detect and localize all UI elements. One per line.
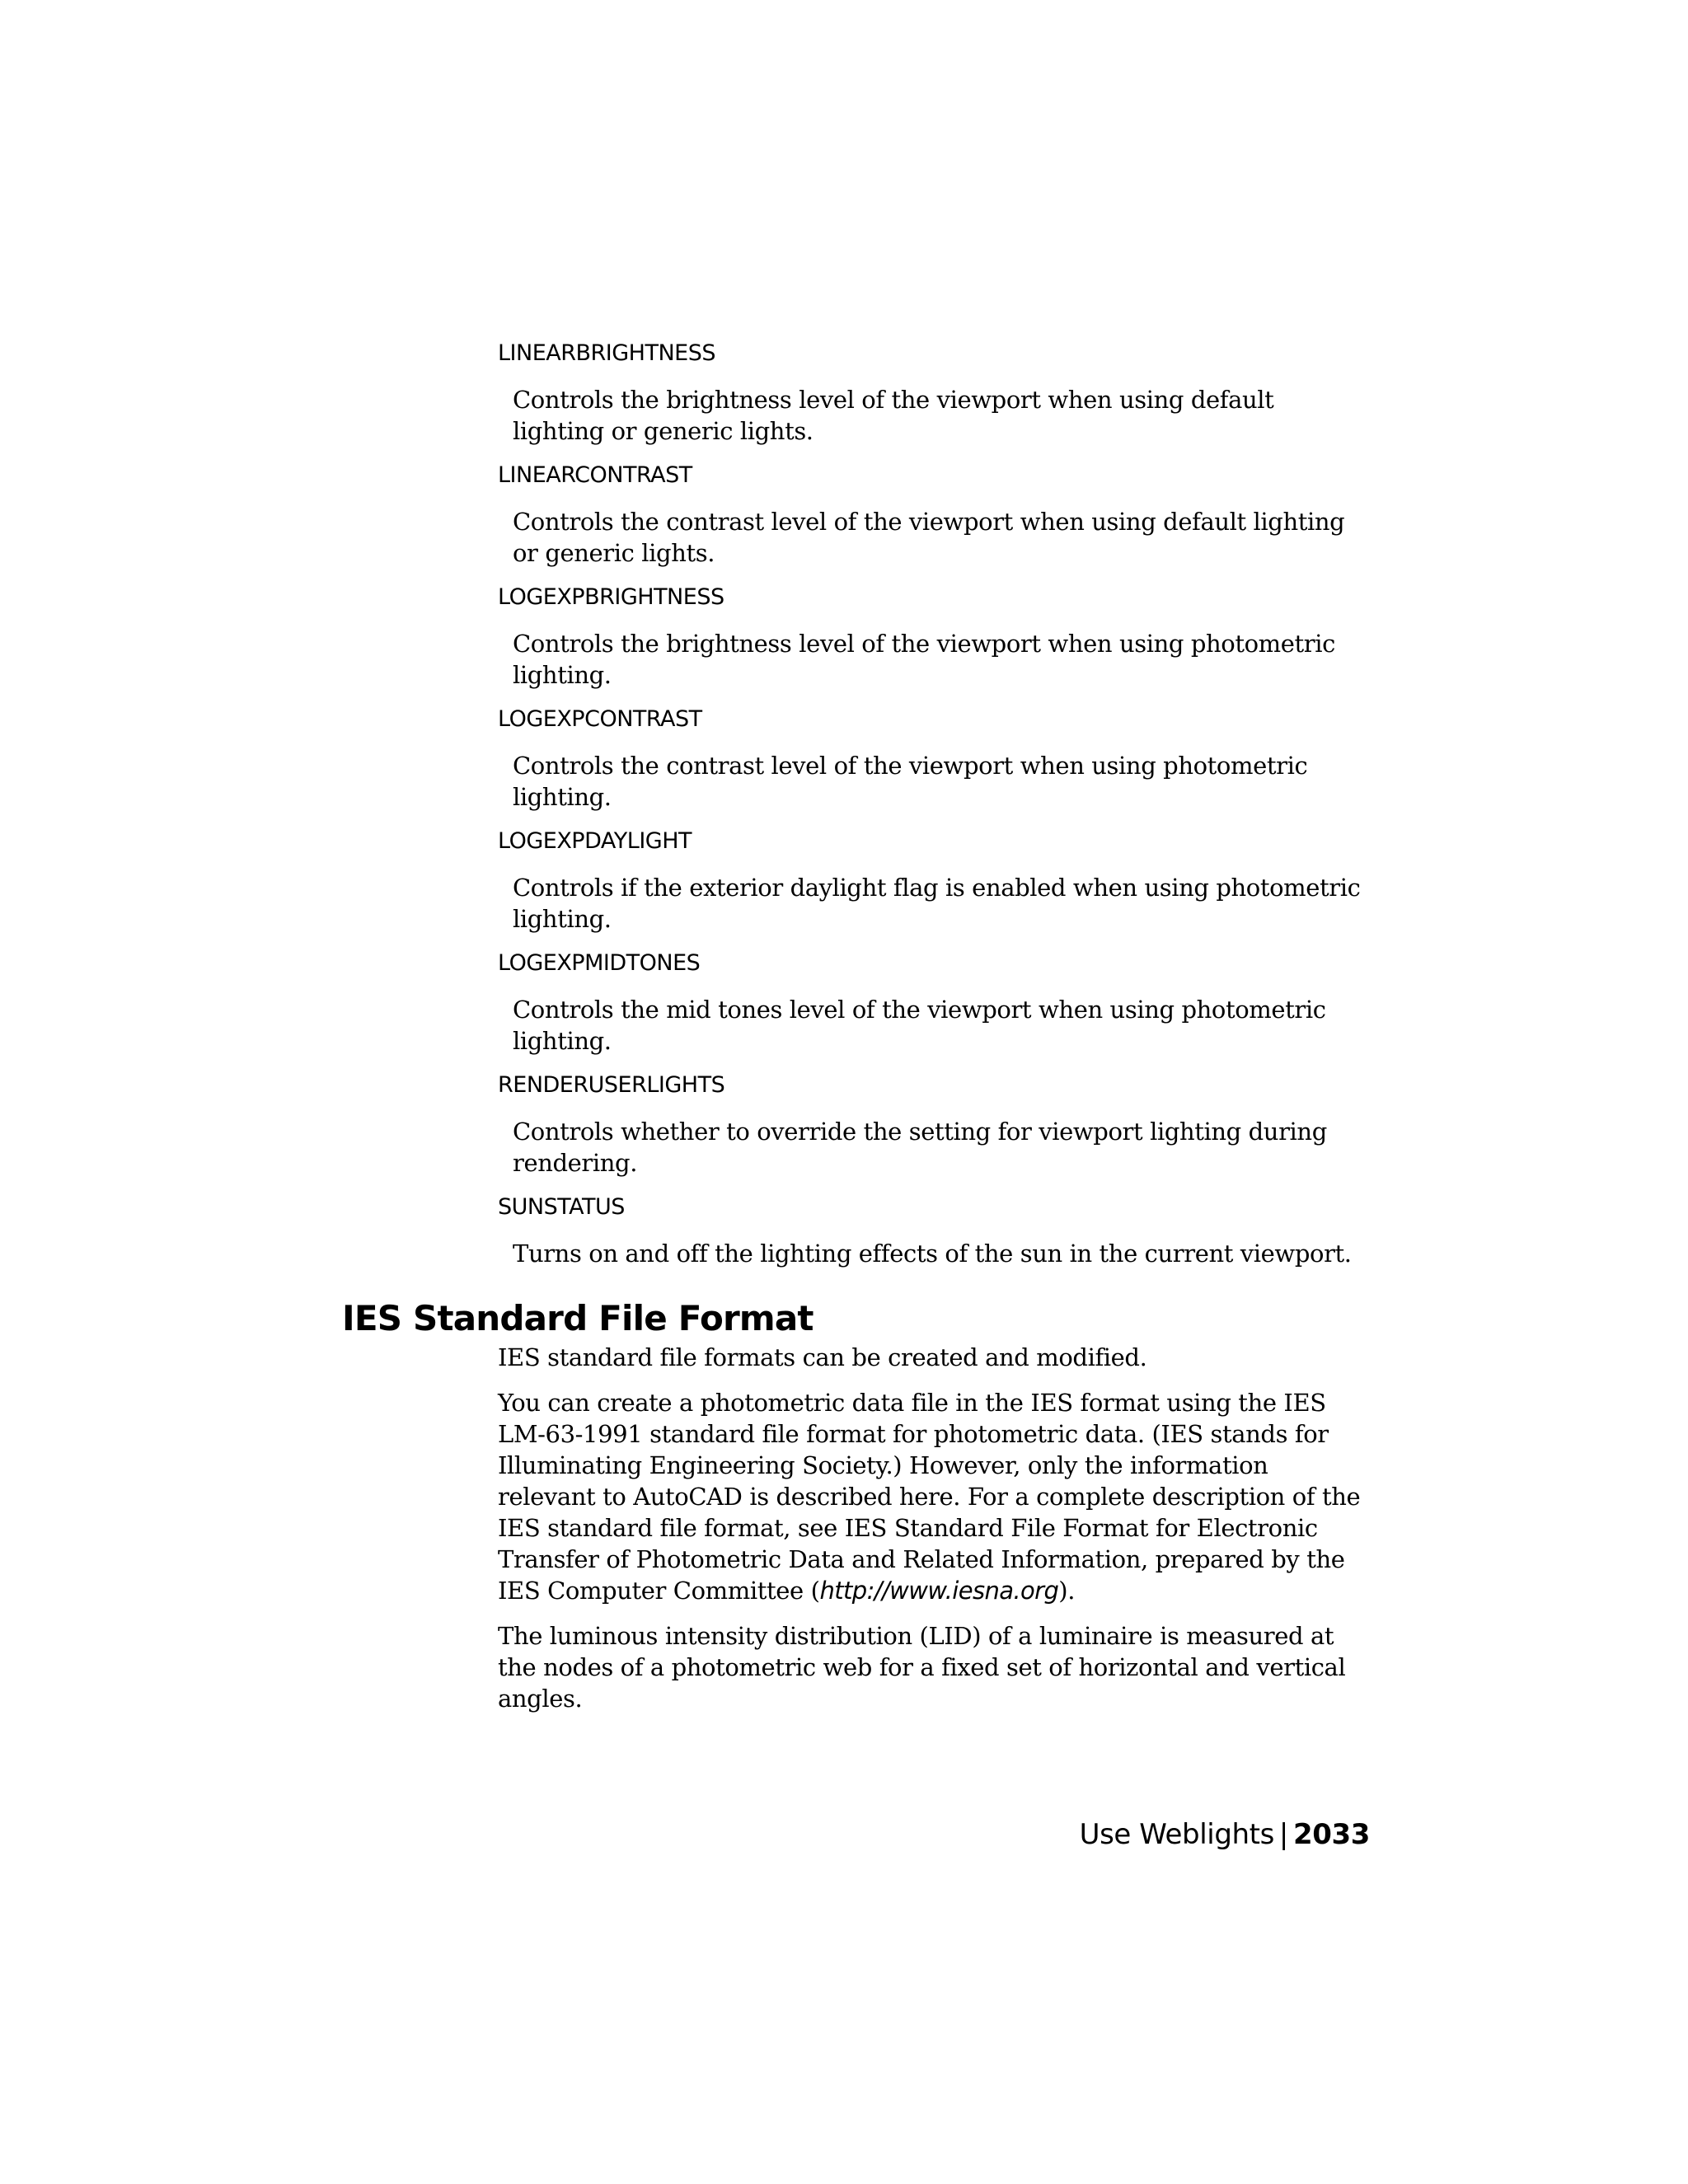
body-paragraph-ies-format bbox=[498, 1387, 1372, 1606]
sysvar-description: Turns on and off the lighting effects of the sun in the current viewport. bbox=[513, 1240, 1352, 1268]
page-footer bbox=[1080, 1816, 1370, 1854]
sysvar-description: Controls if the exterior daylight flag is enabled when using photometric lighting. bbox=[513, 874, 1361, 933]
sysvar-description: Controls whether to override the setting for viewport lighting during rendering. bbox=[513, 1118, 1327, 1177]
sysvar-logexpdaylight bbox=[498, 826, 1372, 935]
sysvar-logexpcontrast bbox=[498, 704, 1372, 813]
sysvar-name: SUNSTATUS bbox=[498, 1194, 625, 1220]
iesna-link[interactable]: http://www.iesna.org bbox=[819, 1577, 1059, 1605]
sysvar-description: Controls the contrast level of the viewport when using photometric lighting. bbox=[513, 752, 1308, 811]
section-heading: IES Standard File Format bbox=[342, 1298, 814, 1338]
sysvar-name: LINEARBRIGHTNESS bbox=[498, 340, 715, 366]
ies-section bbox=[342, 1296, 1372, 1728]
sysvar-description: Controls the brightness level of the viewport when using photometric lighting. bbox=[513, 630, 1335, 689]
sysvar-name: LOGEXPDAYLIGHT bbox=[498, 828, 692, 854]
sysvar-name: LINEARCONTRAST bbox=[498, 462, 692, 488]
page-number: 2033 bbox=[1292, 1818, 1370, 1851]
sysvar-description: Controls the mid tones level of the viewport when using photometric lighting. bbox=[513, 996, 1326, 1055]
paragraph-end: ). bbox=[1058, 1577, 1076, 1605]
footer-section-name: Use Weblights bbox=[1079, 1818, 1274, 1851]
body-paragraph-lid: The luminous intensity distribution (LID) of a luminaire is measured at the nodes of a photometric web for a fixed set of horizontal and vertical angles. bbox=[498, 1622, 1346, 1713]
sysvar-linearbrightness bbox=[498, 338, 1372, 447]
sysvar-linearcontrast bbox=[498, 460, 1372, 569]
sysvar-renderuserlights bbox=[498, 1070, 1372, 1179]
section-body bbox=[498, 1342, 1372, 1714]
sysvar-description: Controls the contrast level of the viewport when using default lighting or generic lights. bbox=[513, 508, 1345, 567]
paragraph-text: You can create a photometric data file in the IES format using the IES LM-63-1991 standard file format for photometric data. (IES stands for Illuminating Engineering Society.) However, only the information relevant to AutoCAD is described here. For a complete description of the IES standard file format, see IES Standard File Format for Electronic Transfer of Photometric Data and Related Information, prepared by the IES Computer Committee ( bbox=[498, 1389, 1361, 1605]
sysvar-sunstatus bbox=[498, 1192, 1372, 1269]
sysvar-logexpbrightness bbox=[498, 582, 1372, 691]
sysvar-name: RENDERUSERLIGHTS bbox=[498, 1072, 725, 1098]
footer-separator: | bbox=[1278, 1818, 1288, 1851]
system-variables-list bbox=[498, 338, 1372, 1282]
sysvar-logexpmidtones bbox=[498, 948, 1372, 1057]
sysvar-name: LOGEXPBRIGHTNESS bbox=[498, 584, 724, 610]
sysvar-name: LOGEXPMIDTONES bbox=[498, 950, 701, 976]
sysvar-name: LOGEXPCONTRAST bbox=[498, 706, 702, 732]
intro-paragraph: IES standard file formats can be created and modified. bbox=[498, 1343, 1147, 1371]
sysvar-description: Controls the brightness level of the viewport when using default lighting or generic lights. bbox=[513, 386, 1274, 445]
